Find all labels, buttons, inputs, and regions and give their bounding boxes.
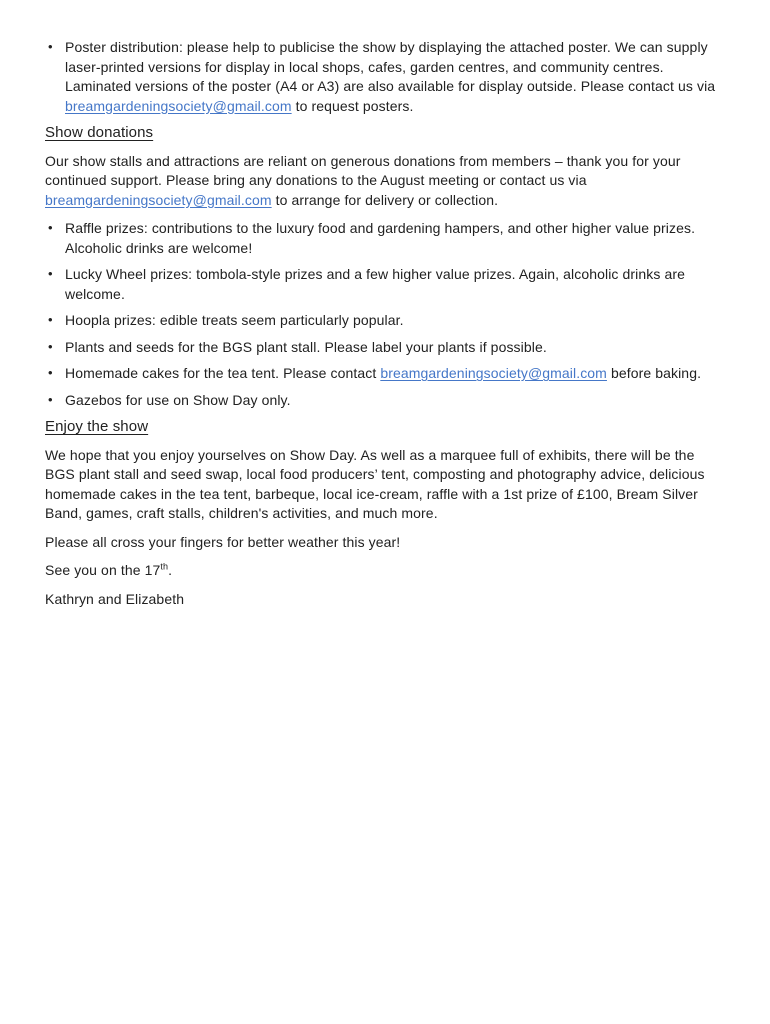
text-run: Please all cross your fingers for better weather this year! xyxy=(45,533,401,550)
text-run: Kathryn and Elizabeth xyxy=(45,590,185,607)
enjoy-the-show-heading: Enjoy the show xyxy=(45,418,149,435)
text-run: Hoopla prizes: edible treats seem particularly popular. xyxy=(65,312,404,328)
bullet-item xyxy=(45,38,725,116)
email-link[interactable]: breamgardeningsociety@gmail.com xyxy=(380,365,607,381)
text-run: . xyxy=(168,562,173,578)
donations-bullet-list xyxy=(45,219,725,410)
poster-distribution-bullet-list xyxy=(45,38,725,116)
text-run: Poster distribution: please help to publicise the show by displaying the attached poster. We can supply laser-printed versions for display in local shops, cafes, garden centres, and community centres. Laminated versions of the poster (A4 or A3) are also available for display outside. Please contact us via xyxy=(65,39,716,94)
email-link[interactable]: breamgardeningsociety@gmail.com xyxy=(65,97,292,114)
text-run: Plants and seeds for the BGS plant stall. Please label your plants if possible. xyxy=(65,338,547,355)
ordinal-suffix: th xyxy=(160,561,169,572)
weather-paragraph xyxy=(45,533,725,553)
email-link[interactable]: breamgardeningsociety@gmail.com xyxy=(45,191,272,208)
text-run: Gazebos for use on Show Day only. xyxy=(65,391,291,408)
bullet-item xyxy=(45,219,725,258)
donations-intro-paragraph xyxy=(45,152,725,211)
text-run: We hope that you enjoy yourselves on Show Day. As well as a marquee full of exhibits, there will be the BGS plant stall and seed swap, local food producers’ tent, composting and photography advice, delicious homemade cakes in the tea tent, barbeque, local ice-cream, raffle with a 1st prize of £100, Bream Silver Band, games, craft stalls, children's activities, and much more. xyxy=(45,446,705,521)
bullet-item xyxy=(45,265,725,304)
text-run: See you on the 17 xyxy=(45,562,161,578)
signature-paragraph xyxy=(45,590,725,610)
show-donations-heading: Show donations xyxy=(45,124,154,141)
show-day-paragraph xyxy=(45,446,725,524)
text-run: Homemade cakes for the tea tent. Please contact xyxy=(65,365,381,381)
bullet-item xyxy=(45,311,725,331)
bullet-item xyxy=(45,338,725,358)
text-run: to arrange for delivery or collection. xyxy=(271,191,499,208)
bullet-item xyxy=(45,391,725,411)
text-run: Our show stalls and attractions are reliant on generous donations from members – thank you for your continued support. Please bring any donations to the August meeting or contact us via xyxy=(45,152,681,188)
text-run: Lucky Wheel prizes: tombola-style prizes and a few higher value prizes. Again, alcoholic drinks are welcome. xyxy=(65,266,685,302)
text-run: before baking. xyxy=(606,365,702,381)
see-you-paragraph xyxy=(45,561,725,581)
text-run: to request posters. xyxy=(291,97,414,114)
bullet-item xyxy=(45,364,725,384)
text-run: Raffle prizes: contributions to the luxury food and gardening hampers, and other higher value prizes. Alcoholic drinks are welcome! xyxy=(65,220,696,256)
